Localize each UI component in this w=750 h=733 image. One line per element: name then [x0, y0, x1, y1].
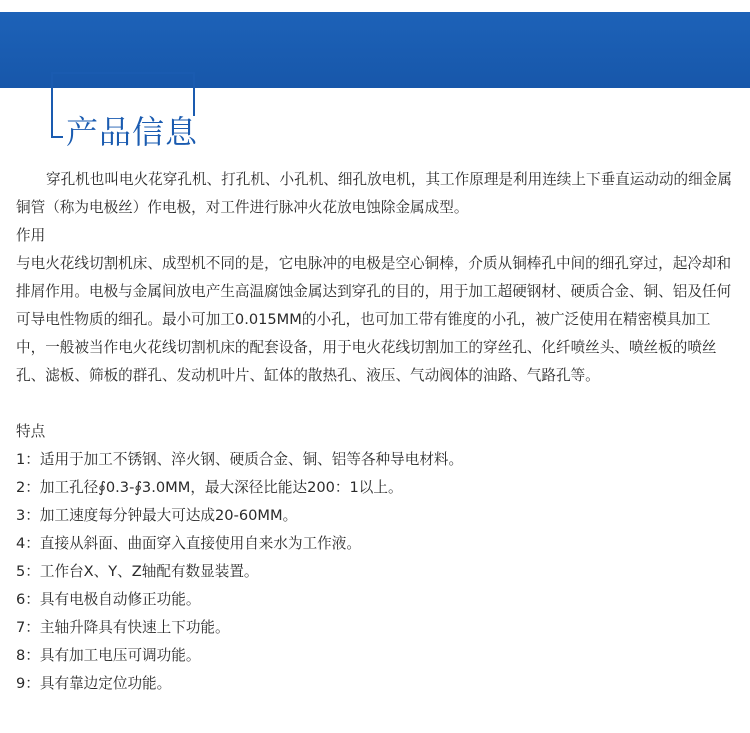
- product-description: [16, 166, 738, 698]
- feature-item: 5：工作台X、Y、Z轴配有数显装置。: [16, 563, 259, 580]
- usage-paragraph: 与电火花线切割机床、成型机不同的是，它电脉冲的电极是空心铜棒，介质从铜棒孔中间的细孔穿过，起冷却和排屑作用。电极与金属间放电产生高温腐蚀金属达到穿孔的目的，用于加工超硬钢材、硬质合金、铜、铝及任何可导电性物质的细孔。最小可加工0.015MM的小孔，也可加工带有锥度的小孔，被广泛使用在精密模具加工中，一般被当作电火花线切割机床的配套设备，用于电火花线切割加工的穿丝孔、化纤喷丝头、喷丝板的喷丝孔、滤板、筛板的群孔、发动机叶片、缸体的散热孔、液压、气动阀体的油路、气路孔等。: [16, 255, 732, 384]
- section-spacer: [16, 390, 738, 418]
- feature-item: 2：加工孔径∮0.3-∮3.0MM，最大深径比能达200：1以上。: [16, 479, 403, 496]
- title-frame-right-edge: [193, 72, 195, 116]
- title-frame-bottom-edge: [51, 136, 63, 138]
- feature-item: 3：加工速度每分钟最大可达成20-60MM。: [16, 507, 298, 524]
- feature-item: 6：具有电极自动修正功能。: [16, 591, 201, 608]
- intro-paragraph: 穿孔机也叫电火花穿孔机、打孔机、小孔机、细孔放电机，其工作原理是利用连续上下垂直运动动的细金属铜管（称为电极丝）作电极，对工件进行脉冲火花放电蚀除金属成型。: [16, 171, 732, 216]
- feature-item: 4：直接从斜面、曲面穿入直接使用自来水为工作液。: [16, 535, 361, 552]
- feature-item: 9：具有靠边定位功能。: [16, 675, 172, 692]
- page-title: 产品信息: [66, 113, 199, 151]
- feature-item: 7：主轴升降具有快速上下功能。: [16, 619, 230, 636]
- feature-item: 1：适用于加工不锈钢、淬火钢、硬质合金、铜、铝等各种导电材料。: [16, 451, 464, 468]
- feature-list: [16, 446, 738, 698]
- features-heading: 特点: [16, 423, 46, 440]
- feature-item: 8：具有加工电压可调功能。: [16, 647, 201, 664]
- usage-heading: 作用: [16, 227, 46, 244]
